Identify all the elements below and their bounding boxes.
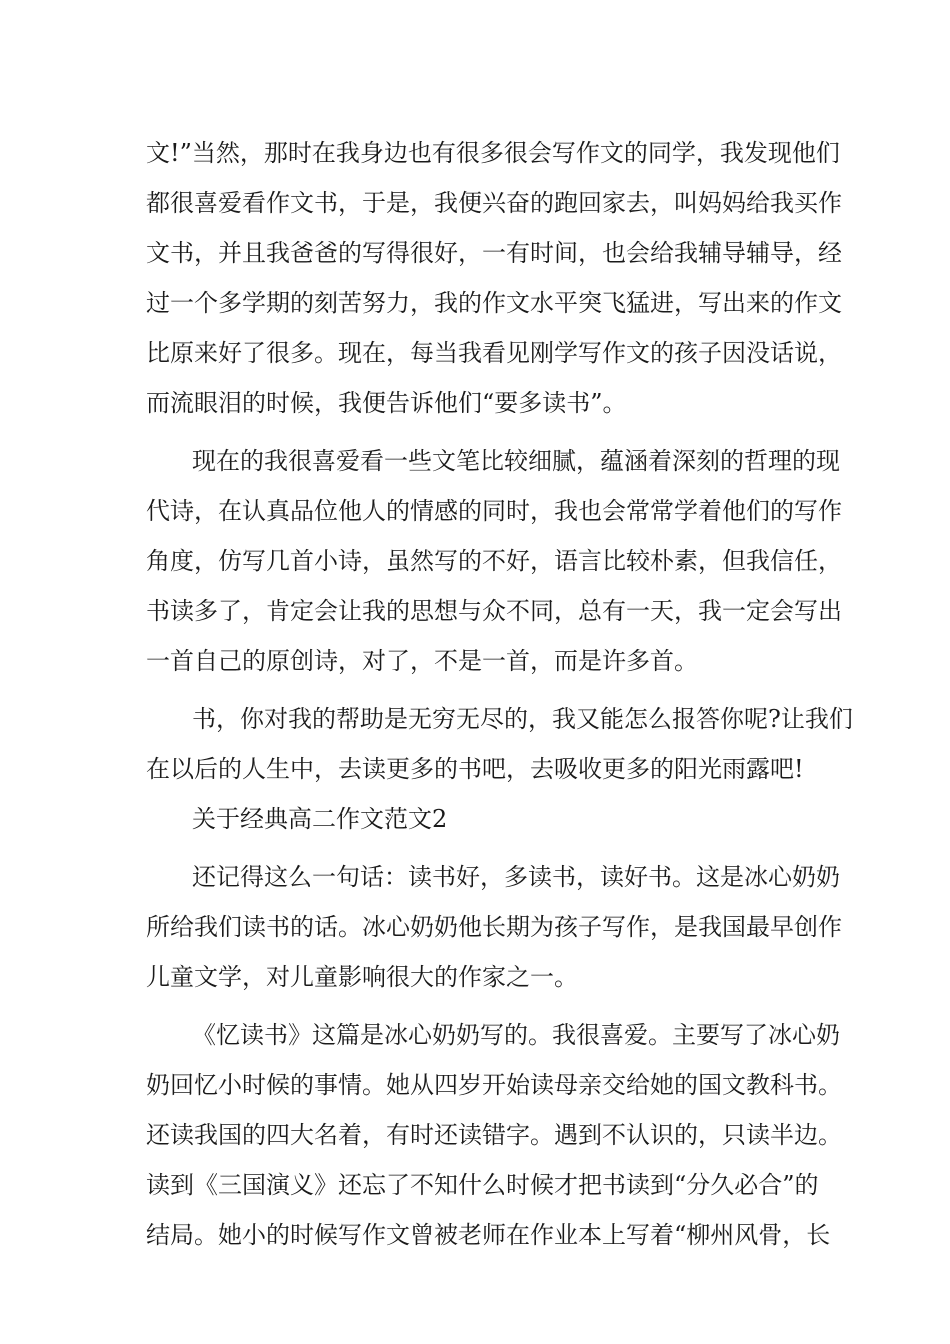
section-heading bbox=[146, 794, 806, 844]
text-line: 而流眼泪的时候，我便告诉他们“要多读书”。 bbox=[146, 389, 627, 417]
text-line: 还记得这么一句话：读书好，多读书，读好书。这是冰心奶奶 bbox=[192, 863, 840, 891]
paragraph-3 bbox=[146, 694, 853, 794]
text-line: 在以后的人生中，去读更多的书吧，去吸收更多的阳光雨露吧! bbox=[146, 755, 804, 783]
text-line: 现在的我很喜爱看一些文笔比较细腻，蕴涵着深刻的哲理的现 bbox=[192, 447, 840, 475]
paragraph-5 bbox=[146, 1010, 842, 1260]
heading-text: 关于经典高二作文范文2 bbox=[192, 805, 448, 833]
text-line: 儿童文学，对儿童影响很大的作家之一。 bbox=[146, 963, 578, 991]
text-line: 角度，仿写几首小诗，虽然写的不好，语言比较朴素，但我信任， bbox=[146, 547, 842, 575]
paragraph-2 bbox=[146, 436, 842, 686]
document-body bbox=[146, 128, 853, 1260]
text-line: 过一个多学期的刻苦努力，我的作文水平突飞猛进，写出来的作文 bbox=[146, 289, 842, 317]
text-line: 都很喜爱看作文书，于是，我便兴奋的跑回家去，叫妈妈给我买作 bbox=[146, 189, 842, 217]
text-line: 结局。她小的时候写作文曾被老师在作业本上写着“柳州风骨，长 bbox=[146, 1221, 831, 1249]
text-line: 读到《三国演义》还忘了不知什么时候才把书读到“分久必合”的 bbox=[146, 1171, 819, 1199]
text-line: 所给我们读书的话。冰心奶奶他长期为孩子写作，是我国最早创作 bbox=[146, 913, 842, 941]
text-line: 书，你对我的帮助是无穷无尽的，我又能怎么报答你呢?让我们 bbox=[192, 705, 853, 733]
text-line: 奶回忆小时候的事情。她从四岁开始读母亲交给她的国文教科书。 bbox=[146, 1071, 842, 1099]
text-line: 一首自己的原创诗，对了，不是一首，而是许多首。 bbox=[146, 647, 698, 675]
paragraph-4 bbox=[146, 852, 842, 1002]
text-line: 还读我国的四大名着，有时还读错字。遇到不认识的，只读半边。 bbox=[146, 1121, 842, 1149]
text-line: 文!”当然，那时在我身边也有很多很会写作文的同学，我发现他们 bbox=[146, 139, 840, 167]
text-line: 文书，并且我爸爸的写得很好，一有时间，也会给我辅导辅导，经 bbox=[146, 239, 842, 267]
paragraph-1 bbox=[146, 128, 842, 428]
text-line: 代诗，在认真品位他人的情感的同时，我也会常常学着他们的写作 bbox=[146, 497, 842, 525]
text-line: 比原来好了很多。现在，每当我看见刚学写作文的孩子因没话说， bbox=[146, 339, 842, 367]
text-line: 书读多了，肯定会让我的思想与众不同，总有一天，我一定会写出 bbox=[146, 597, 842, 625]
text-line: 《忆读书》这篇是冰心奶奶写的。我很喜爱。主要写了冰心奶 bbox=[192, 1021, 840, 1049]
